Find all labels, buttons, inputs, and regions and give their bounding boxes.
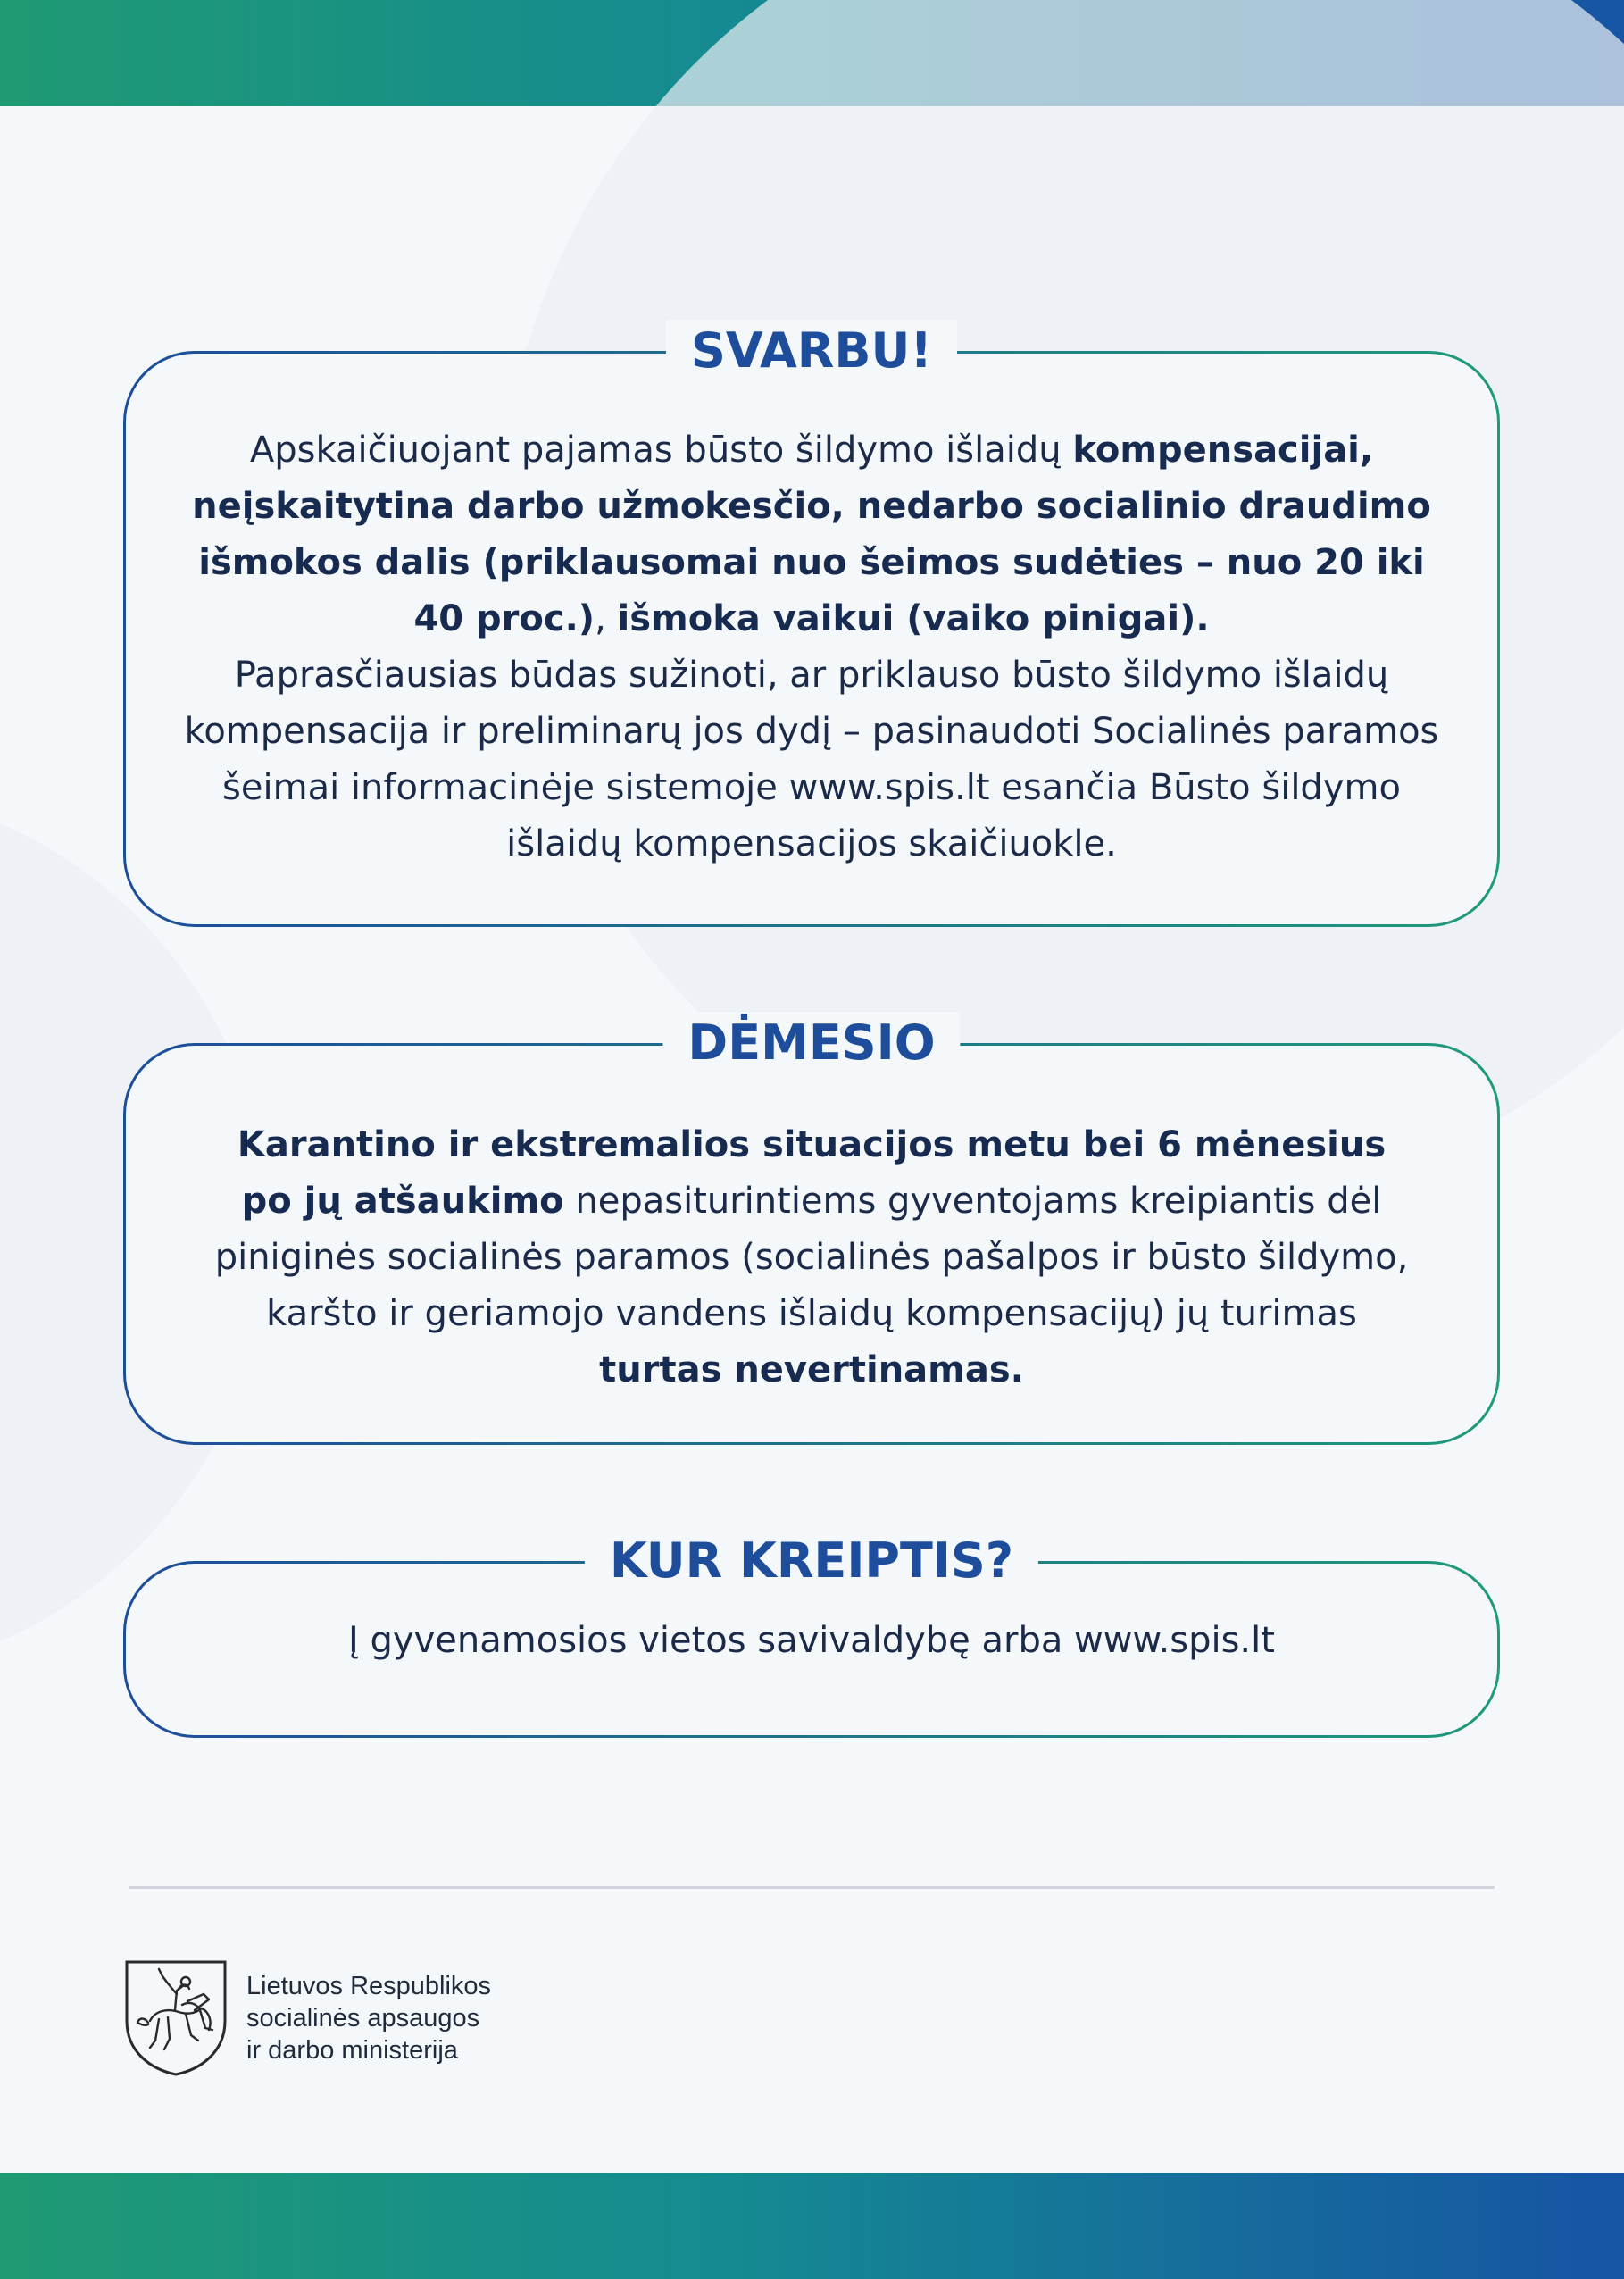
demesio-paragraph: Karantino ir ekstremalios situacijos metu bei 6 mėnesius po jų atšaukimo nepasiturintiems gyventojams kreipiantis dėl piniginės socialinės paramos (socialinės pašalpos ir būsto šildymo, karšto ir geriamojo vandens išlaidų kompensacijų) jų turimas turtas nevertinamas. <box>214 1123 1409 1390</box>
bottom-gradient-band <box>0 2173 1624 2279</box>
kur-kreiptis-section <box>123 1530 1500 1740</box>
svarbu-box <box>123 351 1500 927</box>
svarbu-paragraph-1: Apskaičiuojant pajamas būsto šildymo išlaidų kompensacijai, neįskaitytina darbo užmokesčio, nedarbo socialinio draudimo išmokos dalis (priklausomai nuo šeimos sudėties – nuo 20 iki 40 proc.), išmoka vaikui (vaiko pinigai). <box>192 429 1431 639</box>
kur-kreiptis-text: Į gyvenamosios vietos savivaldybę arba www.spis.lt <box>348 1619 1275 1661</box>
footer-divider <box>129 1886 1495 1889</box>
svarbu-paragraph-2: Paprasčiausias būdas sužinoti, ar priklauso būsto šildymo išlaidų kompensacija ir preliminarų jos dydį – pasinaudoti Socialinės paramos šeimai informacinėje sistemoje www.spis.lt esančia Būsto šildymo išlaidų kompensacijos skaičiuokle. <box>184 654 1439 864</box>
kur-kreiptis-heading: KUR KREIPTIS? <box>585 1530 1038 1592</box>
ministry-logo <box>123 1958 491 2078</box>
demesio-heading: DĖMESIO <box>662 1012 960 1074</box>
svarbu-heading: SVARBU! <box>666 320 957 382</box>
svarbu-section <box>123 320 1500 929</box>
demesio-box <box>123 1043 1500 1445</box>
coat-of-arms-vytis-icon <box>123 1958 229 2078</box>
ministry-name: Lietuvos Respublikos socialinės apsaugos ir darbo ministerija <box>246 1972 492 2065</box>
demesio-section <box>123 1012 1500 1445</box>
